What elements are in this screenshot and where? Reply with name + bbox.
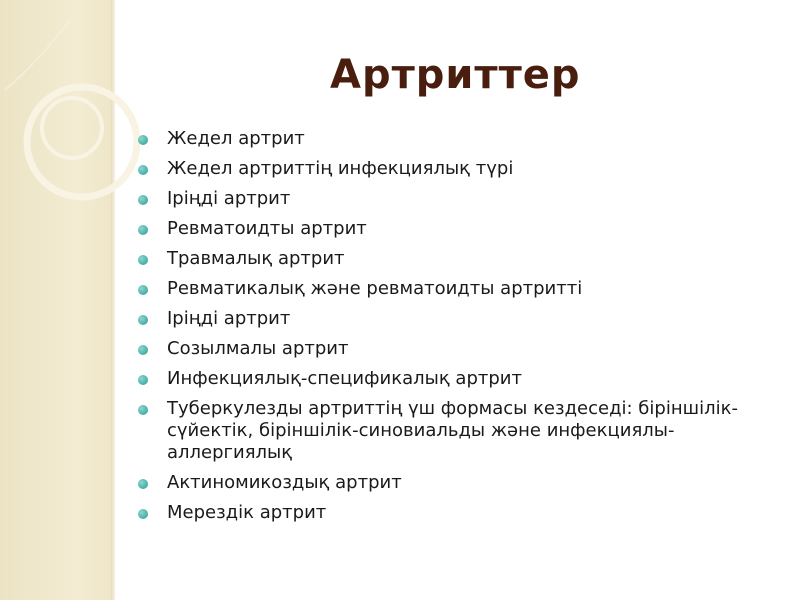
bullet-text: Туберкулезды артриттің үш формасы кездеседі: біріншілік-сүйектік, біріншілік-синовиальды және инфекциялы-аллергиялық: [167, 398, 738, 463]
bullet-icon: [138, 315, 148, 325]
bullet-icon: [138, 345, 148, 355]
bullet-text: Мерездік артрит: [167, 502, 327, 523]
bullet-icon: [138, 225, 148, 235]
bullet-item: [138, 188, 778, 210]
bullet-text: Созылмалы артрит: [167, 338, 349, 359]
bullet-icon: [138, 405, 148, 415]
bullet-text: Іріңді артрит: [167, 188, 291, 209]
bullet-text: Жедел артриттің инфекциялық түрі: [167, 158, 514, 179]
decorative-arc: [5, 20, 70, 90]
bullet-item: [138, 158, 778, 180]
bullet-text: Ревматоидты артрит: [167, 218, 367, 239]
bullet-item: [138, 218, 778, 240]
bullet-text: Ревматикалық және ревматоидты артритті: [167, 278, 583, 299]
bullet-icon: [138, 165, 148, 175]
bullet-item: [138, 368, 778, 390]
bullet-item: [138, 248, 778, 270]
bullet-text: Іріңді артрит: [167, 308, 291, 329]
bullet-item: [138, 472, 778, 494]
bullet-item: [138, 308, 778, 330]
decorative-rings: [0, 0, 140, 230]
bullet-icon: [138, 135, 148, 145]
bullet-text: Травмалық артрит: [167, 248, 345, 269]
bullet-icon: [138, 255, 148, 265]
bullet-text: Инфекциялық-спецификалық артрит: [167, 368, 522, 389]
bullet-icon: [138, 195, 148, 205]
bullet-item: [138, 398, 778, 464]
bullet-item: [138, 278, 778, 300]
decorative-ring-small: [42, 98, 102, 158]
bullet-item: [138, 128, 778, 150]
bullet-text: Жедел артрит: [167, 128, 305, 149]
bullet-item: [138, 338, 778, 360]
bullet-list: [138, 128, 778, 532]
bullet-icon: [138, 479, 148, 489]
bullet-text: Актиномикоздық артрит: [167, 472, 402, 493]
bullet-icon: [138, 285, 148, 295]
bullet-icon: [138, 375, 148, 385]
bullet-item: [138, 502, 778, 524]
bullet-icon: [138, 509, 148, 519]
slide-title: Артриттер: [330, 52, 581, 98]
